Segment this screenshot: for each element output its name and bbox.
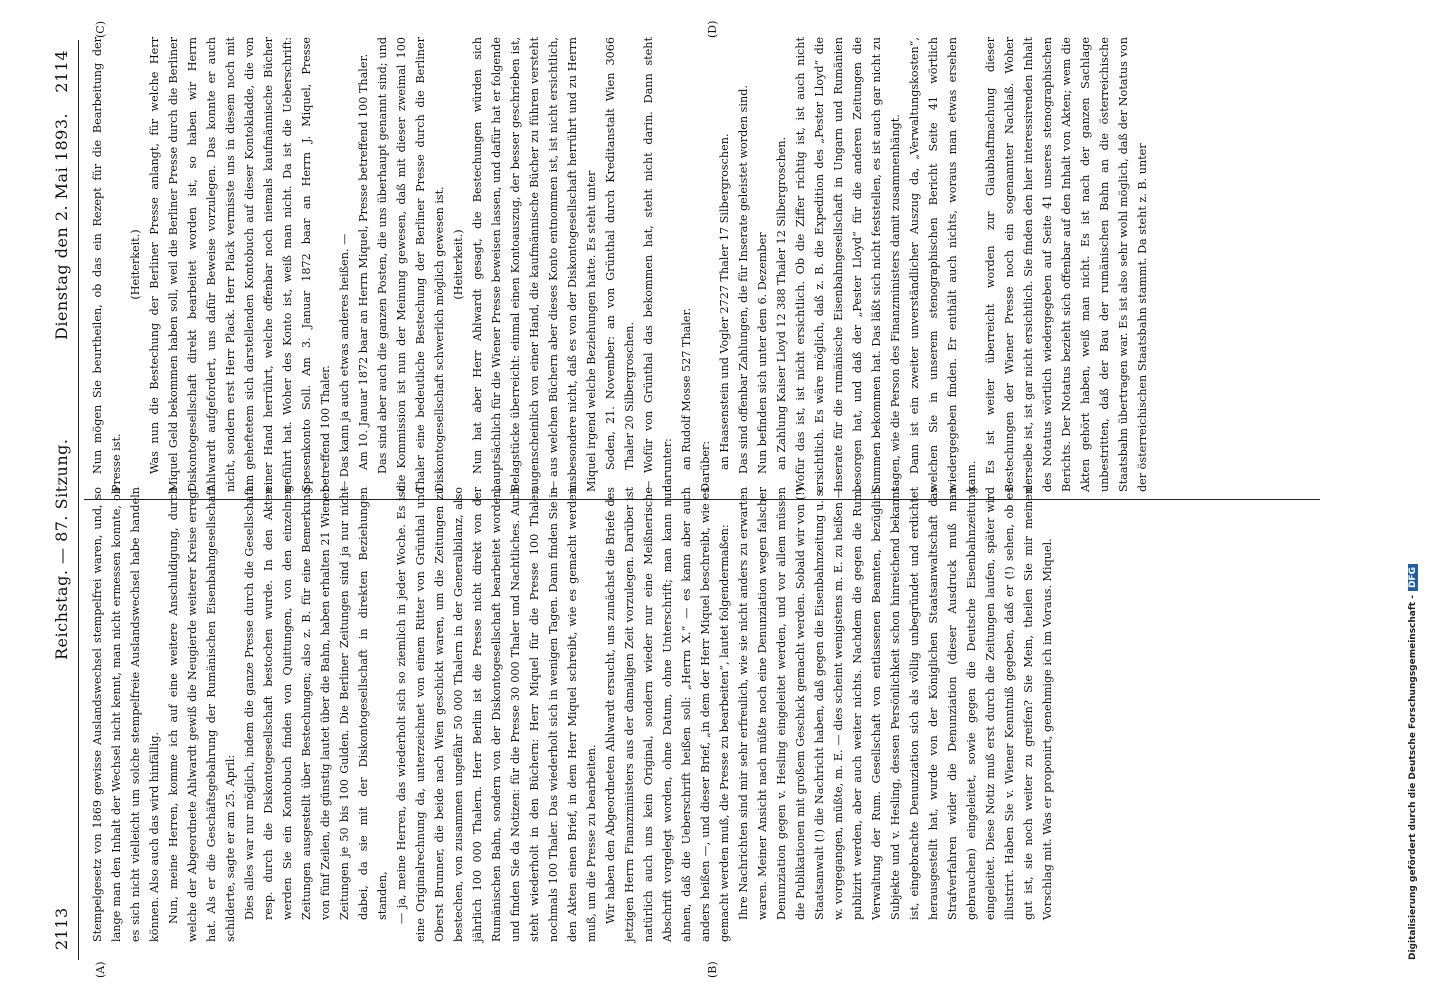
dfg-credit — [1408, 564, 1418, 960]
quote-line: Am 10. Januar 1872 baar an Herrn Miquel, Presse betreffend 100 Thaler. — [357, 53, 370, 470]
quote-line: an Rudolf Mosse 527 Thaler. — [680, 307, 693, 470]
quote-line: Soden, 21. November: an von Grünthal durch Kreditanstalt Wien 3066 Thaler 20 Silbergroschen. — [604, 37, 636, 470]
paragraph: Nun, meine Herren, komme ich auf eine weitere Anschuldigung, durch welche der Abgeordnete Ahlwardt gewiß die Neugierde weiterer Kreise erregt hat. Als er die Geschäftsgebahrung der Rumänischen Eisenbahngesellschaft schilderte, sagte er am 25. April: — [167, 487, 237, 942]
dfg-logo: DFG — [1408, 564, 1418, 591]
session-title: Reichstag. — 87. Sitzung. — [52, 438, 71, 660]
paragraph: Das sind offenbar Zahlungen, die für Inserate geleistet worden sind. — [737, 85, 750, 474]
paragraph: Dann ist ein zweiter unverständlicher Auszug da, „Verwaltungskosten“, welchen Sie in unserem stenographischen Bericht Seite 41 wörtlich wiedergegeben finden. Er enthält auch nichts, woraus man etwas ersehen kann. — [908, 37, 978, 492]
quote-paragraph: Dies alles war nur möglich, indem die ganze Presse durch die Gesellschaft resp. durch die Diskontogesellschaft bestochen wurde. In den Akten werden Sie ein Kontobuch finden von Quittungen, von den einzelnen Zeitungen ausgestellt über Bestechungen; also z. B. für eine Bemerkung von fünf Zeilen, die günstig lautet über die Bahn, haben erhalten 21 Wiener Zeitungen je 50 bis 100 Gulden. Die Berliner Zeitungen sind ja nur nicht dabei, da sie mit der Diskontogesellschaft in direkten Beziehungen standen, — [243, 487, 389, 920]
right-column — [88, 37, 1152, 492]
paragraph: Darüber: — [699, 440, 712, 492]
paragraph: — ja, meine Herren, das wiederholt sich so ziemlich in jeder Woche. Es ist eine Originalrechnung da, unterzeichnet von einem Ritter von Grünthal und Oberst Brunner, die beide nach Wien geschickt waren, um die Zeitungen zu bestechen, von zusammen ungefähr 50 000 Thalern in der Generalbilanz, also jährlich 100 000 Thalern. Herr Berlin ist die Presse nicht direkt von der Rumänischen Bahn, sondern von der Diskontogesellschaft bearbeitet worden, und finden Sie da Notizen: für die Presse 30 000 Thaler und Nachtliches. Auch steht wiederholt in den Büchern: Herr Miquel für die Presse 100 Thaler, nochmals 100 Thaler. Das wiederholt sich in wenigen Tagen. Dann finden Sie in den Akten einen Brief, in dem Herr Miquel schreibt, wie es gemacht werden muß, um die Presse zu bearbeiten. — [395, 487, 598, 942]
paragraph: Nun mögen Sie beurtheilen, ob das ein Rezept für die Bearbeitung der Presse ist. — [91, 37, 123, 492]
margin-mark-a: (A) — [94, 961, 107, 978]
header-rule — [78, 40, 79, 960]
paragraph: Wofür das ist, ist nicht ersichtlich. Ob die Ziffer richtig ist, ist auch nicht ersichtlich. Es wäre möglich, daß z. B. die Expedition des „Pester Lloyd“ die Inserate für die rumänische Eisenbahngesellschaft in Ungarn und Rumänien besorgen hat, und daß der „Pester Lloyd“ für die anderen Zeitungen die Summen bekommen hat. Das läßt sich nicht feststellen, es ist auch gar nicht zu sagen, wie die Person des Finanzministers damit zusammenhängt. — [794, 37, 902, 492]
paragraph: Nun befinden sich unter dem 6. Dezember — [756, 232, 769, 474]
margin-mark-d: (D) — [706, 20, 719, 38]
paragraph: Es ist weiter überreicht worden zur Glaubhaftmachung dieser Bestechungen der Wiener Presse noch ein sogenannter Nachlaß. Woher derselbe ist, ist gar nicht ersichtlich. Sie finden den hier interessirenden Inhalt des Notatus wörtlich wiedergegeben auf Seite 41 unseres stenographischen Berichts. Der Notatus bezieht sich offenbar auf den Inhalt von Akten; wem die Akten gehört haben, weiß man nicht. Es ist nach der ganzen Sachlage unbestritten, daß der Bau der rumänischen Bahn an die österreichische Staatsbahn übertragen war. Es ist also sehr wohl möglich, daß der Notatus von der österreichischen Staatsbahn stammt. Da steht z. B. unter — [984, 37, 1149, 492]
paragraph: Stempelgesetz von 1869 gewisse Auslandswechsel stempelfrei waren, und, so lange man den Inhalt der Wechsel nicht kennt, man nicht ermessen konnte, ob es sich nicht vielleicht um solche stempelfreie Auslandswechsel habe handeln können. Also auch das wird hinfällig. — [91, 487, 161, 942]
paragraph: Nun hat aber Herr Ahlwardt gesagt, die Bestechungen würden sich hauptsächlich für die Wiener Presse beweisen lassen, und dafür hat er folgende Belagstücke überreicht: einmal einen Kontoauszug, der besser geschrieben ist, augenscheinlich von einer Hand, die kaufmännische Bücher zu führen versteht — aus welchen Büchern aber dieses Konto entnommen ist, ist nicht ersichtlich, insbesondere nicht, daß es von der Diskontogesellschaft herrührt und zu Herrn Miquel irgend welche Beziehungen hatte. Es steht unter — [471, 37, 598, 492]
paragraph: — Wofür von Grünthal das bekommen hat, steht nicht darin. Dann steht darunter: — [642, 37, 674, 492]
interjection: (Heiterkeit.) — [129, 229, 142, 300]
left-column — [88, 487, 1057, 942]
page-header — [52, 40, 78, 960]
page-number-right: 2114 — [52, 50, 71, 93]
margin-mark-b: (B) — [706, 961, 719, 978]
margin-mark-c: (C) — [94, 21, 107, 38]
paragraph: — Das kann ja auch etwas anderes heißen. — — [338, 233, 351, 492]
quote-paragraph: Ihre Nachrichten sind mir sehr erfreulich, wie sie nicht anders zu erwarten waren. Meiner Ansicht nach müßte noch eine Denunziation wegen falscher Denunziation gegen v. Hesling eingeleitet werden, und vor allem müssen die Publikationen mit großem Geschick gemacht werden. Sobald wir von (!) Staatsanwalt (!) die Nachricht haben, daß gegen die Eisenbahnzeitung u. s. w. vorgegangen, müßte, m. E. — dies scheint wenigstens m. E. zu heißen — publizirt werden, aber auch weiter nichts. Nachdem die gegen die Rum. Verwaltung der Rum. Gesellschaft von entlassenen Beamten, bezüglich Subjekte und v. Hesling, dessen Persönlichkeit schon hinreichend bekannt ist, eingebrachte Denunziation sich als völlig unbegründet und erdichtet herausgestellt hat, wurde von der Königlichen Staatsanwaltschaft das Strafverfahren wider die Denunziation (dieser Ausdruck muß man gebrauchen) eingeleitet, sowie gegen die Deutsche Eisenbahnzeitung eingeleitet. Diese Notiz muß erst durch die Zeitungen laufen, später wird illustrirt. Haben Sie v. Wiener Kenntniß gegeben, daß er (!) sehen, ob es gut ist, sie noch weiter zu greifen? Sie Mein, theilen Sie mir meinen Vorschlag mit. Was er proponirt, genehmige ich im Voraus. Miquel. — [737, 487, 1054, 920]
quote-line: an Zahlung Kaiser Lloyd 12 388 Thaler 12 Silbergroschen. — [775, 136, 788, 470]
paragraph: Was nun die Bestechung der Berliner Presse anlangt, für welche Herr Miquel Geld bekommen haben soll, weil die Berliner Presse durch die Berliner Diskontogesellschaft direkt bearbeitet worden ist, so haben wir Herrn Ahlwardt aufgefordert, uns dafür Beweise vorzulegen. Das konnte er auch nicht, sondern erst Herr Plack. Herr Plack vermisste uns in diesem noch mit am geheftetem sich darstellenden Kontobuch auf dieser Kontokladde, die von einer Hand herrührt, welche offenbar noch niemals kaufmännische Bücher geführt hat. Woher des Konto ist, weiß man nicht. Da ist die Ueberschrift: Spesenkonto Soll. Am 3. Januar 1872 baar an Herrn J. Miquel, Presse betreffend 100 Thaler. — [148, 37, 332, 492]
quote-line: an Haasenstein und Vogler 2727 Thaler 17 Silbergroschen. — [718, 133, 731, 470]
interjection: (Heiterkeit.) — [452, 229, 465, 300]
paragraph: Wir haben den Abgeordneten Ahlwardt ersucht, uns zunächst die Briefe des jetzigen Herrn Finanzministers aus der damaligen Zeit vorzulegen. Darüber ist natürlich auch uns kein Original, sondern wieder nur eine Meißnerische Abschrift vorgelegt worden, ohne Datum, ohne Unterschrift; man kann nur ahnen, daß die Ueberschrift heißen soll: „Herrn X.“ — es kann aber auch anders heißen —, und dieser Brief, „in dem der Herr Miquel beschreibt, wie es gemacht werden muß, die Presse zu bearbeiten“, lautet folgendermaßen: — [604, 487, 731, 942]
dfg-credit-text: Digitalisierung gefördert durch die Deutsche Forschungsgemeinschaft - — [1408, 595, 1418, 960]
paragraph: Das sind aber auch die ganzen Posten, die uns überhaupt genannt sind; und die Kommission ist nun der Meinung gewesen, daß mit dieser zweimal 100 Thaler eine bedeutliche Bestechung der Berliner Presse durch die Berliner Diskontogesellschaft schwerlich möglich gewesen ist. — [376, 37, 446, 492]
page-number-left: 2113 — [52, 907, 71, 950]
session-date: Dienstag den 2. Mai 1893. — [52, 112, 71, 340]
